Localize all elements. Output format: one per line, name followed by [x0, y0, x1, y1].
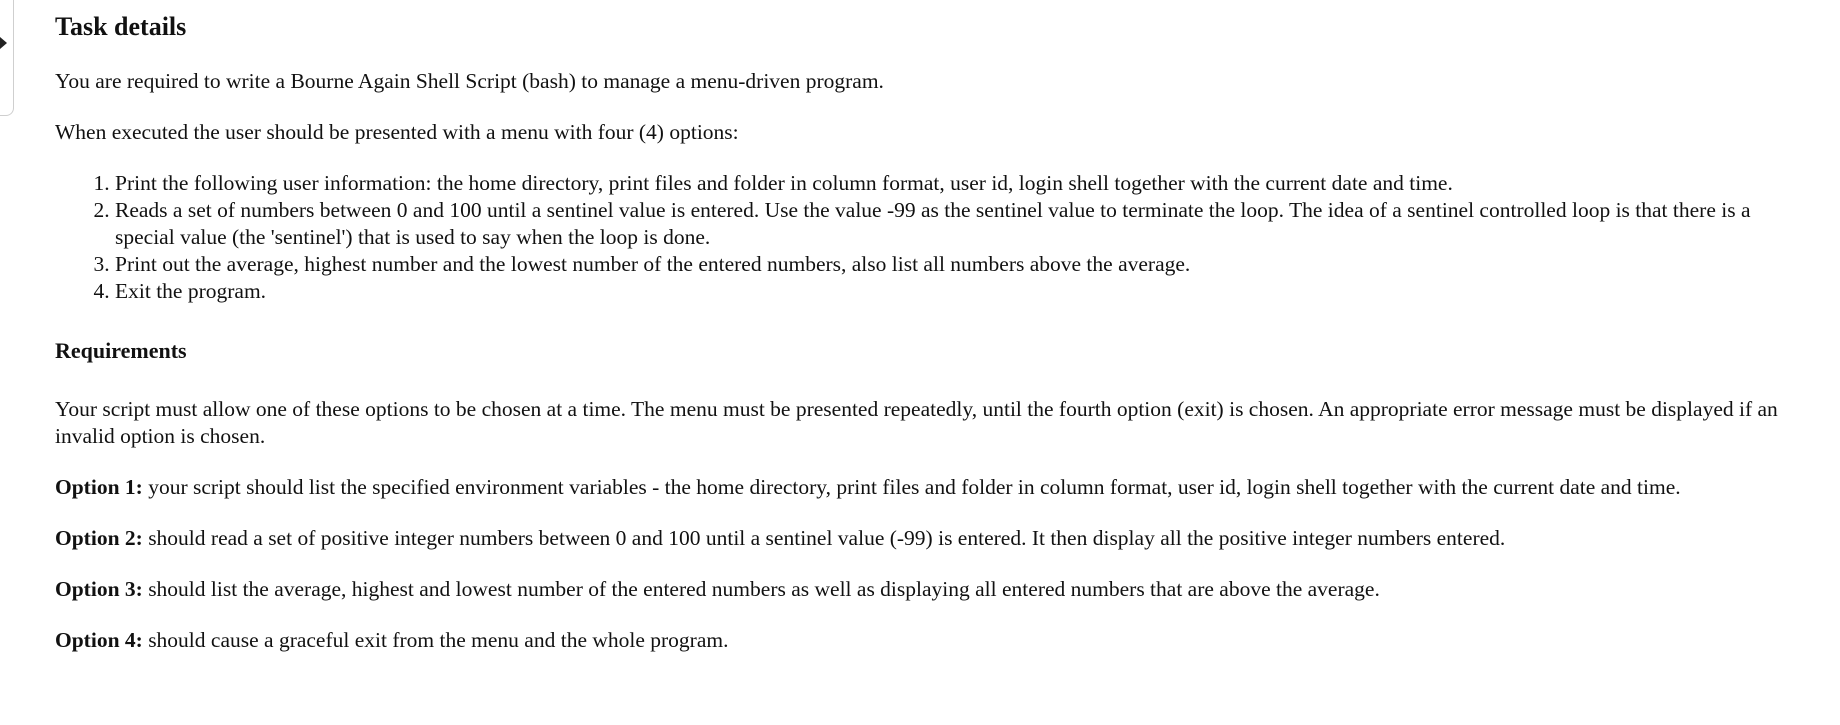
menu-option-item: 4. Exit the program. [115, 278, 1815, 305]
menu-option-item: 3. Print out the average, highest number and the lowest number of the entered numbers, also list all numbers above the average. [115, 251, 1815, 278]
sidebar-toggle[interactable] [0, 0, 14, 116]
menu-intro-paragraph: When executed the user should be presented with a menu with four (4) options: [55, 120, 739, 144]
option-label: Option 3: [55, 577, 143, 601]
option-detail [55, 627, 1815, 654]
option-detail [55, 474, 1815, 501]
page-title: Task details [55, 12, 187, 41]
expand-arrow-icon[interactable] [0, 37, 7, 49]
option-detail [55, 576, 1815, 603]
option-text: should read a set of positive integer numbers between 0 and 100 until a sentinel value (-99) is entered. It then display all the positive integer numbers entered. [142, 526, 1506, 550]
menu-option-item: 1. Print the following user information: the home directory, print files and folder in column format, user id, login shell together with the current date and time. [115, 170, 1815, 197]
option-detail [55, 525, 1815, 552]
task-details-content [55, 0, 1815, 654]
menu-options-list [55, 170, 1815, 305]
option-text: should list the average, highest and lowest number of the entered numbers as well as displaying all entered numbers that are above the average. [142, 577, 1380, 601]
option-label: Option 2: [55, 526, 143, 550]
intro-paragraph: You are required to write a Bourne Again Shell Script (bash) to manage a menu-driven program. [55, 69, 884, 93]
option-label: Option 1: [55, 475, 143, 499]
option-text: should cause a graceful exit from the menu and the whole program. [142, 628, 729, 652]
requirements-paragraph: Your script must allow one of these options to be chosen at a time. The menu must be presented repeatedly, until the fourth option (exit) is chosen. An appropriate error message must be displayed if an invalid option is chosen. [55, 397, 1778, 448]
option-text: your script should list the specified environment variables - the home directory, print files and folder in column format, user id, login shell together with the current date and time. [142, 475, 1681, 499]
menu-option-item: 2. Reads a set of numbers between 0 and 100 until a sentinel value is entered. Use the value -99 as the sentinel value to terminate the loop. The idea of a sentinel controlled loop is that there is a special value (the 'sentinel') that is used to say when the loop is done. [115, 197, 1815, 251]
option-label: Option 4: [55, 628, 143, 652]
requirements-heading: Requirements [55, 338, 187, 363]
